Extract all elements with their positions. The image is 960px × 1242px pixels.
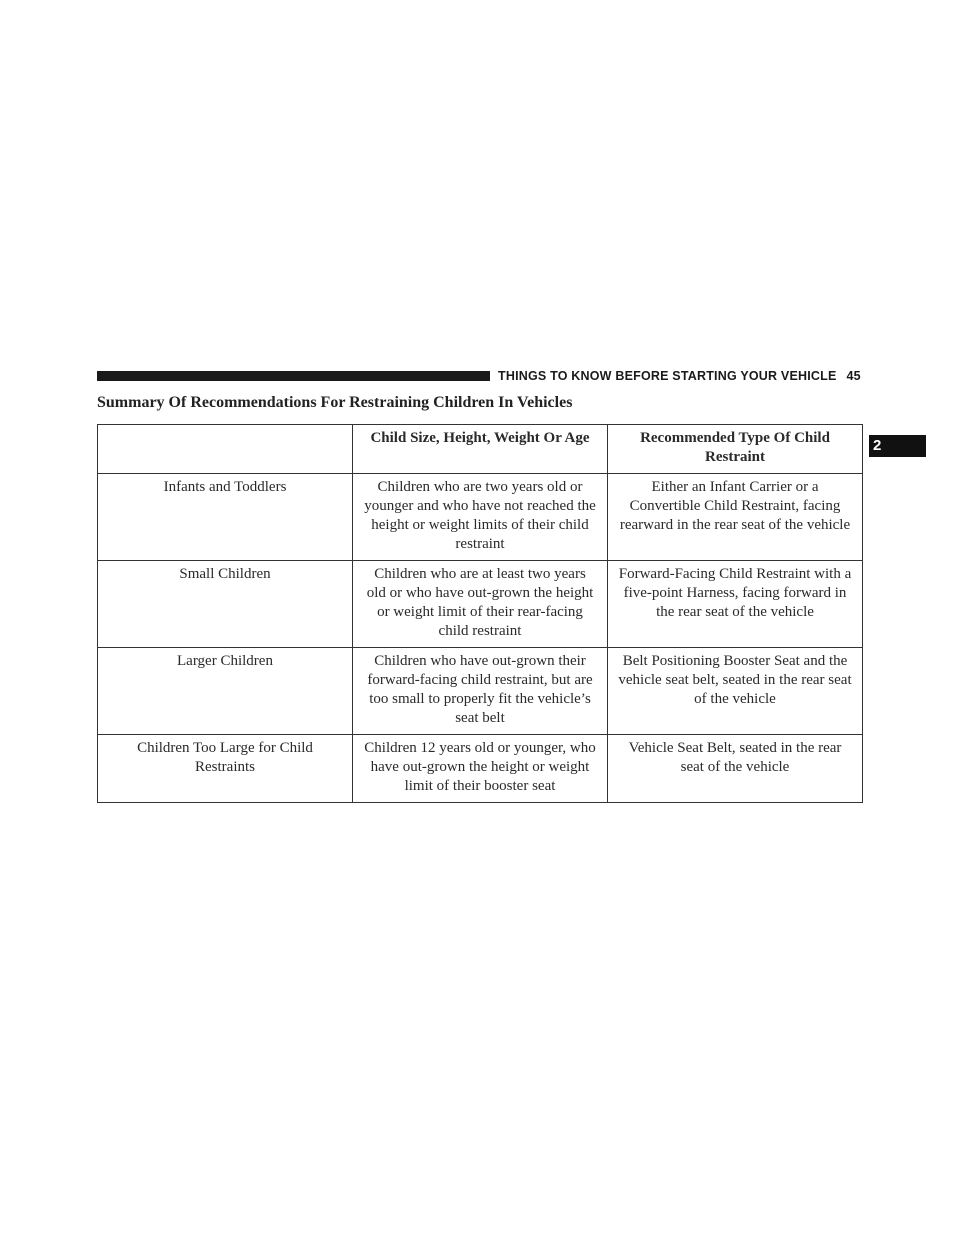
table-cell: Children who are at least two years old or who have out-grown the height or weight limit of their rear-facing child restraint bbox=[353, 561, 608, 648]
table-row bbox=[98, 735, 863, 803]
table-cell: Infants and Toddlers bbox=[98, 474, 353, 561]
column-header: Child Size, Height, Weight Or Age bbox=[353, 425, 608, 474]
table-cell: Larger Children bbox=[98, 648, 353, 735]
running-title: THINGS TO KNOW BEFORE STARTING YOUR VEHICLE bbox=[498, 369, 837, 383]
table-cell: Children Too Large for Child Restraints bbox=[98, 735, 353, 803]
table-cell: Children who are two years old or younger and who have not reached the height or weight limits of their child restraint bbox=[353, 474, 608, 561]
page-number: 45 bbox=[846, 369, 861, 383]
table-cell: Children 12 years old or younger, who have out-grown the height or weight limit of their booster seat bbox=[353, 735, 608, 803]
section-title: Summary Of Recommendations For Restraining Children In Vehicles bbox=[97, 394, 573, 411]
table-row bbox=[98, 561, 863, 648]
table-row bbox=[98, 474, 863, 561]
table-cell: Forward-Facing Child Restraint with a five-point Harness, facing forward in the rear seat of the vehicle bbox=[608, 561, 863, 648]
running-header bbox=[498, 369, 861, 383]
recommendations-table bbox=[97, 424, 863, 803]
table-cell: Belt Positioning Booster Seat and the vehicle seat belt, seated in the rear seat of the vehicle bbox=[608, 648, 863, 735]
table-cell: Small Children bbox=[98, 561, 353, 648]
table-cell: Either an Infant Carrier or a Convertible Child Restraint, facing rearward in the rear seat of the vehicle bbox=[608, 474, 863, 561]
chapter-tab: 2 bbox=[869, 435, 926, 457]
column-header: Recommended Type Of Child Restraint bbox=[608, 425, 863, 474]
column-header bbox=[98, 425, 353, 474]
table-cell: Vehicle Seat Belt, seated in the rear seat of the vehicle bbox=[608, 735, 863, 803]
header-rule-bar bbox=[97, 371, 490, 381]
table-row bbox=[98, 648, 863, 735]
table-header-row bbox=[98, 425, 863, 474]
table-cell: Children who have out-grown their forward-facing child restraint, but are too small to properly fit the vehicle’s seat belt bbox=[353, 648, 608, 735]
